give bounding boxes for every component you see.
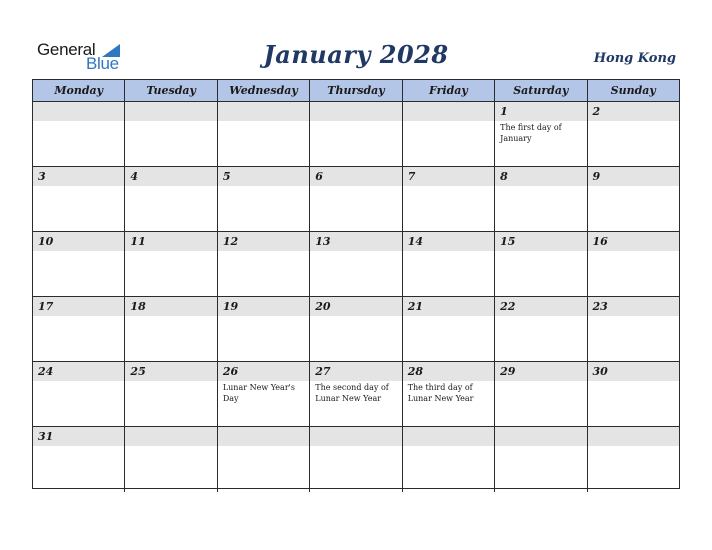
day-cell: [495, 297, 587, 361]
day-cell: [125, 232, 217, 296]
day-cell: [310, 232, 402, 296]
day-cell: [403, 232, 495, 296]
day-cell: [403, 167, 495, 231]
day-number-band: [403, 102, 494, 121]
day-cell: [403, 102, 495, 166]
day-number-band: [218, 167, 309, 186]
day-number: 5: [222, 170, 231, 183]
day-number: 20: [315, 300, 331, 313]
day-cell: [33, 297, 125, 361]
day-cell: [588, 232, 679, 296]
weekday-header: Tuesday: [125, 80, 217, 101]
day-cell: [218, 102, 310, 166]
day-number: 2: [592, 105, 601, 118]
day-cell: [218, 167, 310, 231]
day-number: 1: [500, 105, 508, 118]
calendar-grid: [32, 79, 680, 489]
day-number: 28: [407, 365, 423, 378]
day-number: 17: [38, 300, 54, 313]
day-number: 10: [38, 235, 54, 248]
weekday-header: Friday: [403, 80, 495, 101]
day-number-band: [403, 427, 494, 446]
day-cell: [495, 427, 587, 492]
day-cell: [310, 427, 402, 492]
day-number: 19: [222, 300, 239, 313]
day-number: 12: [222, 235, 239, 248]
day-number: 21: [407, 300, 423, 313]
region-label: Hong Kong: [593, 51, 676, 66]
week-row: [33, 102, 679, 167]
day-number: 24: [38, 365, 54, 378]
day-cell: [218, 297, 310, 361]
day-number: 11: [130, 235, 146, 248]
day-number: 7: [407, 170, 416, 183]
day-number: 26: [222, 365, 239, 378]
day-number: 25: [130, 365, 146, 378]
day-number-band: [310, 427, 401, 446]
day-cell: [33, 362, 125, 426]
day-number: 18: [130, 300, 146, 313]
day-cell: [588, 427, 679, 492]
day-number-band: [125, 167, 216, 186]
day-cell: [218, 427, 310, 492]
day-number-band: [495, 102, 586, 121]
logo-text-blue: Blue: [86, 54, 119, 73]
day-number-band: [588, 427, 679, 446]
week-row: [33, 297, 679, 362]
day-cell: [33, 232, 125, 296]
day-cell: [495, 232, 587, 296]
day-number: 23: [592, 300, 608, 313]
day-number-band: [33, 102, 124, 121]
week-row: [33, 167, 679, 232]
day-number: 30: [592, 365, 608, 378]
day-cell: [588, 102, 679, 166]
weekday-header: Monday: [33, 80, 125, 101]
weekday-header: Thursday: [310, 80, 402, 101]
week-row: [33, 427, 679, 492]
day-number-band: [495, 427, 586, 446]
day-number: 13: [315, 235, 331, 248]
day-number-band: [310, 167, 401, 186]
day-number: 15: [500, 235, 516, 248]
day-cell: [495, 167, 587, 231]
day-number: 9: [592, 170, 601, 183]
day-number-band: [125, 427, 216, 446]
day-cell: [218, 232, 310, 296]
day-number-band: [218, 102, 309, 121]
day-event-text: The first day of January: [500, 123, 562, 143]
weekday-header: Saturday: [495, 80, 587, 101]
day-cell: [310, 297, 402, 361]
day-cell: [403, 427, 495, 492]
day-number: 29: [500, 365, 516, 378]
day-cell: [33, 167, 125, 231]
day-number: 3: [38, 170, 46, 183]
weekday-header-row: [33, 80, 679, 102]
week-row: [33, 232, 679, 297]
weekday-header: Sunday: [610, 84, 656, 97]
day-number-band: [218, 427, 309, 446]
day-cell: [218, 362, 310, 426]
day-number-band: [403, 167, 494, 186]
day-cell: [310, 362, 402, 426]
day-cell: [403, 362, 495, 426]
day-number-band: [310, 102, 401, 121]
day-cell: [403, 297, 495, 361]
day-event-text: The second day of Lunar New Year: [315, 383, 389, 403]
day-number: 4: [130, 170, 139, 183]
day-cell: [125, 362, 217, 426]
day-cell: [588, 167, 679, 231]
day-event-text: Lunar New Year's Day: [222, 383, 295, 403]
day-number: 31: [38, 430, 54, 443]
day-number-band: [125, 102, 216, 121]
day-cell: [33, 102, 125, 166]
day-number-band: [588, 167, 679, 186]
day-cell: [33, 427, 125, 492]
day-cell: [588, 297, 679, 361]
day-number: 16: [592, 235, 608, 248]
week-row: [33, 362, 679, 427]
day-cell: [125, 102, 217, 166]
day-cell: [125, 297, 217, 361]
calendar-title: January 2028: [263, 40, 449, 69]
day-cell: [310, 102, 402, 166]
day-cell: [310, 167, 402, 231]
day-number-band: [588, 102, 679, 121]
day-number-band: [33, 167, 124, 186]
day-cell: [495, 102, 587, 166]
day-cell: [125, 427, 217, 492]
day-number-band: [495, 167, 586, 186]
logo-text-general: General: [37, 40, 96, 59]
day-cell: [125, 167, 217, 231]
day-number: 8: [500, 170, 508, 183]
day-number: 6: [315, 170, 323, 183]
day-cell: [495, 362, 587, 426]
day-number: 22: [500, 300, 516, 313]
weekday-header: Wednesday: [218, 80, 310, 101]
day-number: 27: [315, 365, 331, 378]
day-number: 14: [407, 235, 423, 248]
day-cell: [588, 362, 679, 426]
day-event-text: The third day of Lunar New Year: [407, 383, 474, 403]
